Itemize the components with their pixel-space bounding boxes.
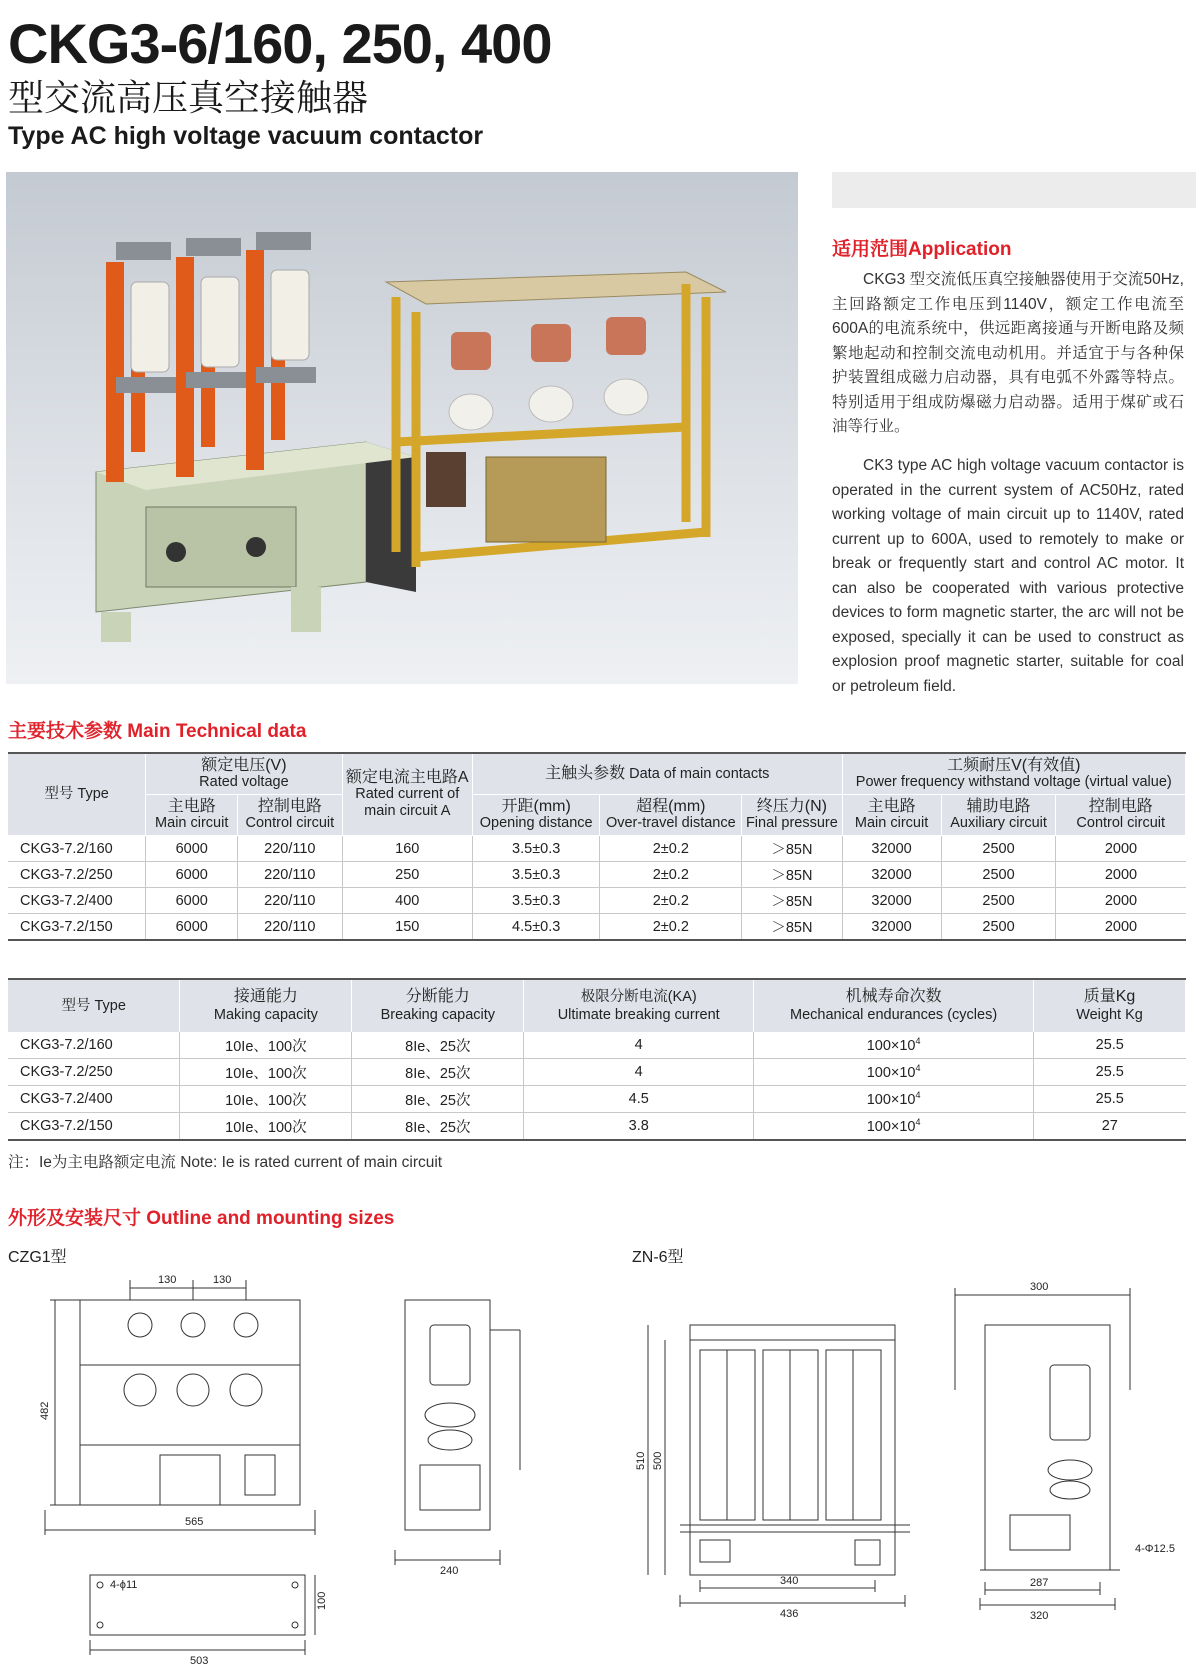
table-row (8, 1059, 1186, 1086)
table-cell: 6000 (146, 914, 238, 941)
table-cell: 8Ie、25次 (352, 1113, 524, 1141)
table-row (8, 914, 1186, 941)
dim-240: 240 (440, 1565, 459, 1577)
dim-300: 300 (1030, 1281, 1049, 1293)
col2-mechanical: 机械寿命次数 Mechanical endurances (cycles) (754, 979, 1034, 1032)
table-row (8, 888, 1186, 914)
table-row (8, 836, 1186, 862)
table-cell: ＞85N (742, 862, 842, 888)
table-cell: ＞85N (742, 914, 842, 941)
table-cell: 10Ie、100次 (180, 1113, 352, 1141)
dim-130b: 130 (213, 1274, 232, 1286)
application-title: 适用范围Application (832, 239, 1012, 260)
table-cell: 32000 (842, 836, 941, 862)
table-note: 注：Ie为主电路额定电流 Note: Ie is rated current of main circuit (8, 1154, 443, 1171)
table-cell: 3.5±0.3 (473, 862, 600, 888)
table-cell: $100\times 10^4$ (754, 1086, 1034, 1113)
col2-weight: 质量Kg Weight Kg (1034, 979, 1186, 1032)
cell-type: CKG3-7.2/400 (8, 1086, 180, 1113)
technical-data-table (8, 752, 1186, 941)
col-main-contacts: 主触头参数 Data of main contacts (473, 753, 843, 795)
table-row (8, 1113, 1186, 1141)
page-title-en: Type AC high voltage vacuum contactor (8, 122, 484, 150)
col-withstand-main: 主电路 Main circuit (842, 795, 941, 836)
table-cell: 2±0.2 (600, 914, 742, 941)
zn6-side-view (955, 1288, 1130, 1610)
dim-320: 320 (1030, 1610, 1049, 1622)
application-text-cn: CKG3 型交流低压真空接触器使用于交流50Hz,主回路额定工作电压到1140V，额定工作电流至600A的电流系统中，供远距离接通与开断电路及频繁地起动和控制交流电动机用。并适宜于与各种保护装置组成磁力启动器，具有电弧不外露等特点。特别适用于组成防爆磁力启动器。适用于煤矿或石油等行业。 (832, 271, 1184, 435)
table-cell: 25.5 (1034, 1032, 1186, 1059)
table-cell: 6000 (146, 862, 238, 888)
table-cell: 32000 (842, 888, 941, 914)
table-cell: 4.5±0.3 (473, 914, 600, 941)
table-cell: 32000 (842, 914, 941, 941)
zn6-front-view (648, 1325, 910, 1607)
dim-130a: 130 (158, 1274, 177, 1286)
col-aux: 辅助电路 Auxiliary circuit (941, 795, 1056, 836)
col2-making: 接通能力 Making capacity (180, 979, 352, 1032)
table-cell: 8Ie、25次 (352, 1086, 524, 1113)
czg1-label: CZG1型 (8, 1249, 67, 1266)
table-cell: 10Ie、100次 (180, 1059, 352, 1086)
table-cell: 160 (342, 836, 472, 862)
table-cell: 400 (342, 888, 472, 914)
dim-565: 565 (185, 1516, 204, 1528)
table-cell: 2500 (941, 862, 1056, 888)
table-cell: 4 (524, 1059, 754, 1086)
table-cell: 4 (524, 1032, 754, 1059)
col-opening: 开距(mm) Opening distance (473, 795, 600, 836)
cell-type: CKG3-7.2/250 (8, 862, 146, 888)
col2-ultimate: 极限分断电流(KA) Ultimate breaking current (524, 979, 754, 1032)
col-overtravel: 超程(mm) Over-travel distance (600, 795, 742, 836)
table-cell: 2±0.2 (600, 862, 742, 888)
table-cell: 6000 (146, 888, 238, 914)
cell-type: CKG3-7.2/160 (8, 836, 146, 862)
page-title-cn: 型交流高压真空接触器 (8, 77, 369, 118)
dim-500: 500 (652, 1451, 664, 1470)
table-cell: $100\times 10^4$ (754, 1032, 1034, 1059)
table-cell: 10Ie、100次 (180, 1032, 352, 1059)
outline-drawings (0, 1270, 1200, 1670)
product-photo (6, 172, 798, 684)
table-cell: 220/110 (238, 914, 342, 941)
table-row (8, 1032, 1186, 1059)
table-cell: 2500 (941, 888, 1056, 914)
table-cell: 25.5 (1034, 1086, 1186, 1113)
table-cell: 2500 (941, 914, 1056, 941)
col-withstand-control: 控制电路 Control circuit (1056, 795, 1186, 836)
col-main-circuit: 主电路 Main circuit (146, 795, 238, 836)
col-final-pressure: 终压力(N) Final pressure (742, 795, 842, 836)
col-type: 型号 Type (8, 753, 146, 836)
table-cell: 2000 (1056, 862, 1186, 888)
table-cell: ＞85N (742, 836, 842, 862)
table-cell: 2000 (1056, 888, 1186, 914)
table-row (8, 1086, 1186, 1113)
dim-436: 436 (780, 1608, 799, 1620)
table-cell: 2±0.2 (600, 888, 742, 914)
col-rated-voltage: 额定电压(V) Rated voltage (146, 753, 342, 795)
dim-482: 482 (39, 1401, 51, 1420)
table-cell: 3.5±0.3 (473, 888, 600, 914)
table-cell: 220/110 (238, 862, 342, 888)
table-cell: 2000 (1056, 836, 1186, 862)
table-cell: 6000 (146, 836, 238, 862)
table-cell: 220/110 (238, 836, 342, 862)
table-cell: 25.5 (1034, 1059, 1186, 1086)
contactor-left-illustration (96, 232, 416, 642)
cell-type: CKG3-7.2/400 (8, 888, 146, 914)
dim-100: 100 (316, 1591, 328, 1610)
cell-type: CKG3-7.2/250 (8, 1059, 180, 1086)
table-cell: 27 (1034, 1113, 1186, 1141)
decorative-bar (832, 172, 1196, 208)
tech-data-title: 主要技术参数 Main Technical data (8, 721, 307, 742)
table-cell: $100\times 10^4$ (754, 1059, 1034, 1086)
col-control-circuit: 控制电路 Control circuit (238, 795, 342, 836)
table-cell: 32000 (842, 862, 941, 888)
capacity-table (8, 978, 1186, 1141)
table-cell: 2000 (1056, 914, 1186, 941)
czg1-front-view (45, 1280, 315, 1535)
table-cell: 250 (342, 862, 472, 888)
dim-510: 510 (635, 1451, 647, 1470)
zn6-label: ZN-6型 (632, 1249, 684, 1266)
page-title-model: CKG3-6/160, 250, 400 (8, 12, 552, 75)
col2-type: 型号 Type (8, 979, 180, 1032)
dim-4phi11: 4-ϕ11 (110, 1579, 138, 1591)
table-cell: ＞85N (742, 888, 842, 914)
table-cell: 3.8 (524, 1113, 754, 1141)
table-cell: 3.5±0.3 (473, 836, 600, 862)
table-cell: 10Ie、100次 (180, 1086, 352, 1113)
table-cell: 2500 (941, 836, 1056, 862)
cell-type: CKG3-7.2/160 (8, 1032, 180, 1059)
dim-340: 340 (780, 1575, 799, 1587)
col-withstand: 工频耐压V(有效值) Power frequency withstand voltage (virtual value) (842, 753, 1186, 795)
col-rated-current: 额定电流主电路A Rated current of main circuit A (342, 753, 472, 836)
table-cell: 4.5 (524, 1086, 754, 1113)
table-cell: 2±0.2 (600, 836, 742, 862)
table-cell: 220/110 (238, 888, 342, 914)
dim-287: 287 (1030, 1577, 1049, 1589)
cell-type: CKG3-7.2/150 (8, 914, 146, 941)
contactor-right-illustration (386, 272, 726, 567)
dim-4phi125: 4-Φ12.5 (1135, 1543, 1175, 1555)
col2-breaking: 分断能力 Breaking capacity (352, 979, 524, 1032)
table-cell: 150 (342, 914, 472, 941)
table-cell: 8Ie、25次 (352, 1032, 524, 1059)
table-cell: $100\times 10^4$ (754, 1113, 1034, 1141)
outline-title: 外形及安装尺寸 Outline and mounting sizes (8, 1208, 395, 1229)
table-cell: 8Ie、25次 (352, 1059, 524, 1086)
table-row (8, 862, 1186, 888)
czg1-side-view (395, 1300, 520, 1565)
application-text-en: CK3 type AC high voltage vacuum contactor is operated in the current system of AC50Hz, rated working voltage of main circuit up to 1140V, rated current up to 600A, used to remotely to make or break or frequently start and control AC motor. It can also be cooperated with various protective devices to form magnetic starter, the arc will not be exposed, specially it can be used to construct as explosion proof magnetic starter, suitable for coal or petroleum field. (832, 457, 1184, 695)
dim-503: 503 (190, 1655, 209, 1667)
cell-type: CKG3-7.2/150 (8, 1113, 180, 1141)
